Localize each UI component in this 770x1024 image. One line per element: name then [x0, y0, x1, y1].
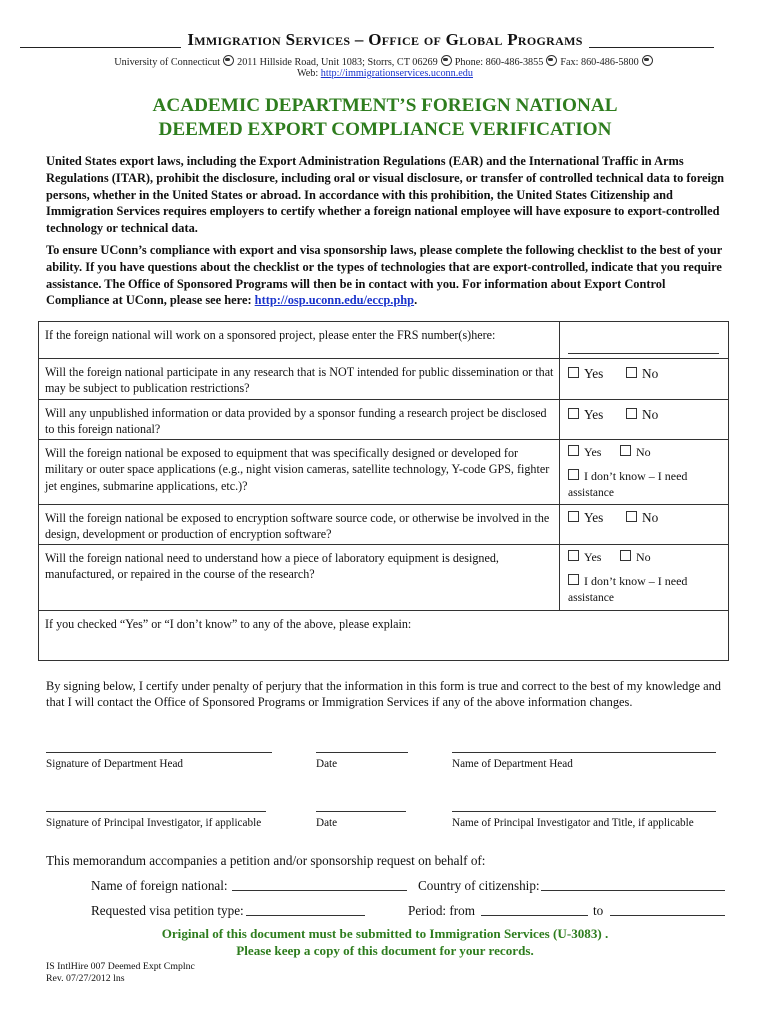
- dont-know-label: I don’t know – I need: [584, 574, 688, 588]
- no-label: No: [636, 445, 651, 459]
- frs-number-field[interactable]: [559, 322, 728, 358]
- checkbox[interactable]: [568, 408, 579, 419]
- answer-cell-2: [559, 400, 728, 439]
- q2-yes-option[interactable]: [568, 407, 603, 423]
- address-line: [0, 55, 770, 68]
- citizenship-field[interactable]: [541, 890, 725, 891]
- question-2: Will any unpublished information or data provided by a sponsor funding a research project be disclosed to this foreign national?: [45, 406, 547, 437]
- q2-no-option[interactable]: [626, 407, 658, 423]
- explain-row[interactable]: [39, 611, 728, 660]
- assistance-label: assistance: [568, 592, 614, 604]
- checkbox[interactable]: [568, 511, 579, 522]
- certification-text: By signing below, I certify under penalty of perjury that the information in this form is true and correct to the best of my knowledge and that I will contact the Office of Sponsored Programs or Immigration Services if any of the above information changes.: [46, 679, 721, 710]
- yes-label: Yes: [584, 407, 604, 422]
- intro-paragraph-1: United States export laws, including the Export Administration Regulations (EAR) and the International Traffic in Arms Regulations (ITAR), prohibit the disclosure, including oral or visual disclosure, or transfer of controlled technical data to foreign persons, whether in the United States or abroad. In accordance with this prohibition, the United States Citizenship and Immigration Services requires employers to certify whether a foreign national employee will have exposure to export-controlled technology or technical data.: [46, 154, 725, 236]
- dept-head-name-label: Name of Department Head: [452, 758, 573, 770]
- question-5: Will the foreign national need to understand how a piece of laboratory equipment is designed, manufactured, or repaired in the course of the research?: [45, 551, 499, 582]
- no-label: No: [636, 550, 651, 564]
- question-4: Will the foreign national be exposed to encryption software source code, or otherwise be involved in the design, development or production of encryption software?: [45, 511, 550, 542]
- date-label-2: Date: [316, 817, 338, 829]
- globe-bullet-icon: [223, 55, 234, 66]
- period-from-label: Period: from: [408, 903, 476, 918]
- no-label: No: [642, 510, 659, 525]
- checkbox[interactable]: [626, 408, 637, 419]
- citizenship-label: Country of citizenship:: [418, 878, 540, 893]
- phone-number: Phone: 860-486-3855: [454, 57, 544, 68]
- question-row-1: [39, 359, 728, 400]
- intro-paragraph-2: [46, 242, 726, 309]
- globe-bullet-icon: [546, 55, 557, 66]
- period-from-field[interactable]: [481, 915, 588, 916]
- submission-notice: Original of this document must be submitted to Immigration Services (U-3083) .: [161, 926, 609, 941]
- answer-cell-1: [559, 359, 728, 399]
- dept-head-signature-line[interactable]: [46, 752, 272, 753]
- web-label: Web:: [296, 68, 321, 79]
- pi-name-line[interactable]: [452, 811, 716, 812]
- visa-type-field[interactable]: [246, 915, 365, 916]
- period-to-label: to: [593, 903, 604, 918]
- q3-dont-know-option[interactable]: [568, 469, 687, 484]
- checkbox[interactable]: [620, 550, 631, 561]
- memo-intro: This memorandum accompanies a petition and/or sponsorship request on behalf of:: [46, 853, 486, 868]
- assistance-label: assistance: [568, 487, 614, 499]
- form-title-line-1: ACADEMIC DEPARTMENT’S FOREIGN NATIONAL: [152, 95, 618, 116]
- pi-signature-line[interactable]: [46, 811, 266, 812]
- checkbox[interactable]: [626, 511, 637, 522]
- visa-type-label: Requested visa petition type:: [91, 903, 244, 918]
- frs-row: [39, 322, 728, 359]
- globe-bullet-icon: [441, 55, 452, 66]
- yes-label: Yes: [584, 550, 602, 564]
- form-title-line-2: DEEMED EXPORT COMPLIANCE VERIFICATION: [158, 119, 612, 140]
- foreign-national-label: Name of foreign national:: [91, 878, 228, 893]
- no-label: No: [642, 407, 659, 422]
- frs-number-line: [568, 353, 719, 354]
- checkbox[interactable]: [626, 367, 637, 378]
- checklist-table: [38, 321, 729, 661]
- frs-prompt: If the foreign national will work on a sponsored project, please enter the FRS number(s)here:: [45, 328, 496, 342]
- street-address: 2011 Hillside Road, Unit 1083; Storrs, CT 06269: [237, 57, 438, 68]
- q3-yes-option[interactable]: [568, 445, 601, 460]
- q1-yes-option[interactable]: [568, 366, 603, 382]
- dept-head-name-line[interactable]: [452, 752, 716, 753]
- university-name: University of Connecticut: [114, 57, 221, 68]
- foreign-national-field[interactable]: [232, 890, 407, 891]
- checkbox[interactable]: [568, 367, 579, 378]
- yes-label: Yes: [584, 510, 604, 525]
- fax-number: Fax: 860-486-5800: [560, 57, 639, 68]
- checkbox[interactable]: [620, 445, 631, 456]
- yes-label: Yes: [584, 366, 604, 381]
- q5-dont-know-option[interactable]: [568, 574, 687, 589]
- answer-cell-4: [559, 505, 728, 544]
- date-label-1: Date: [316, 758, 338, 770]
- export-control-link[interactable]: http://osp.uconn.edu/eccp.php: [254, 293, 415, 308]
- answer-cell-3: [559, 440, 728, 504]
- q1-no-option[interactable]: [626, 366, 658, 382]
- no-label: No: [642, 366, 659, 381]
- question-1: Will the foreign national participate in any research that is NOT intended for public dissemination or that may be subject to publication restrictions?: [45, 365, 554, 396]
- q4-no-option[interactable]: [626, 510, 658, 526]
- dept-head-signature-label: Signature of Department Head: [46, 758, 183, 770]
- question-row-4: [39, 505, 728, 545]
- office-title: [0, 30, 770, 50]
- intro-link-suffix: .: [414, 293, 418, 308]
- checkbox[interactable]: [568, 469, 579, 480]
- yes-label: Yes: [584, 445, 602, 459]
- q3-no-option[interactable]: [620, 445, 651, 460]
- question-row-5: [39, 545, 728, 611]
- q4-yes-option[interactable]: [568, 510, 603, 526]
- period-to-field[interactable]: [610, 915, 725, 916]
- q5-yes-option[interactable]: [568, 550, 601, 565]
- date-line-1[interactable]: [316, 752, 408, 753]
- copy-notice: Please keep a copy of this document for your records.: [236, 943, 534, 958]
- checkbox[interactable]: [568, 574, 579, 585]
- pi-name-label: Name of Principal Investigator and Title, if applicable: [452, 817, 694, 829]
- question-row-2: [39, 400, 728, 440]
- office-title-text: Immigration Services – Office of Global Programs: [181, 30, 588, 49]
- question-row-3: [39, 440, 728, 505]
- answer-cell-5: [559, 545, 728, 610]
- checkbox[interactable]: [568, 445, 579, 456]
- date-line-2[interactable]: [316, 811, 406, 812]
- question-3: Will the foreign national be exposed to equipment that was specifically designed or developed for military or outer space applications (e.g., night vision cameras, satellite technology, Y-code GPS, fighter jet engines, submarine applications, etc.)?: [45, 446, 550, 493]
- explain-prompt: If you checked “Yes” or “I don’t know” to any of the above, please explain:: [45, 617, 412, 631]
- form-id: IS IntlHire 007 Deemed Expt Cmplnc: [46, 961, 195, 972]
- web-link[interactable]: http://immigrationservices.uconn.edu: [320, 68, 473, 79]
- globe-bullet-icon: [642, 55, 653, 66]
- checkbox[interactable]: [568, 550, 579, 561]
- pi-signature-label: Signature of Principal Investigator, if applicable: [46, 817, 262, 829]
- q5-no-option[interactable]: [620, 550, 651, 565]
- dont-know-label: I don’t know – I need: [584, 469, 688, 483]
- intro-paragraph-2-text: To ensure UConn’s compliance with export and visa sponsorship laws, please complete the following checklist to the best of your ability. If you have questions about the checklist or the types of technologies that are export-controlled, indicate that you require assistance. The Office of Sponsored Programs will then be in contact with you. For information about Export Control Compliance at UConn, please see here:: [46, 243, 723, 308]
- revision: Rev. 07/27/2012 lns: [46, 973, 125, 984]
- web-line: [0, 68, 770, 79]
